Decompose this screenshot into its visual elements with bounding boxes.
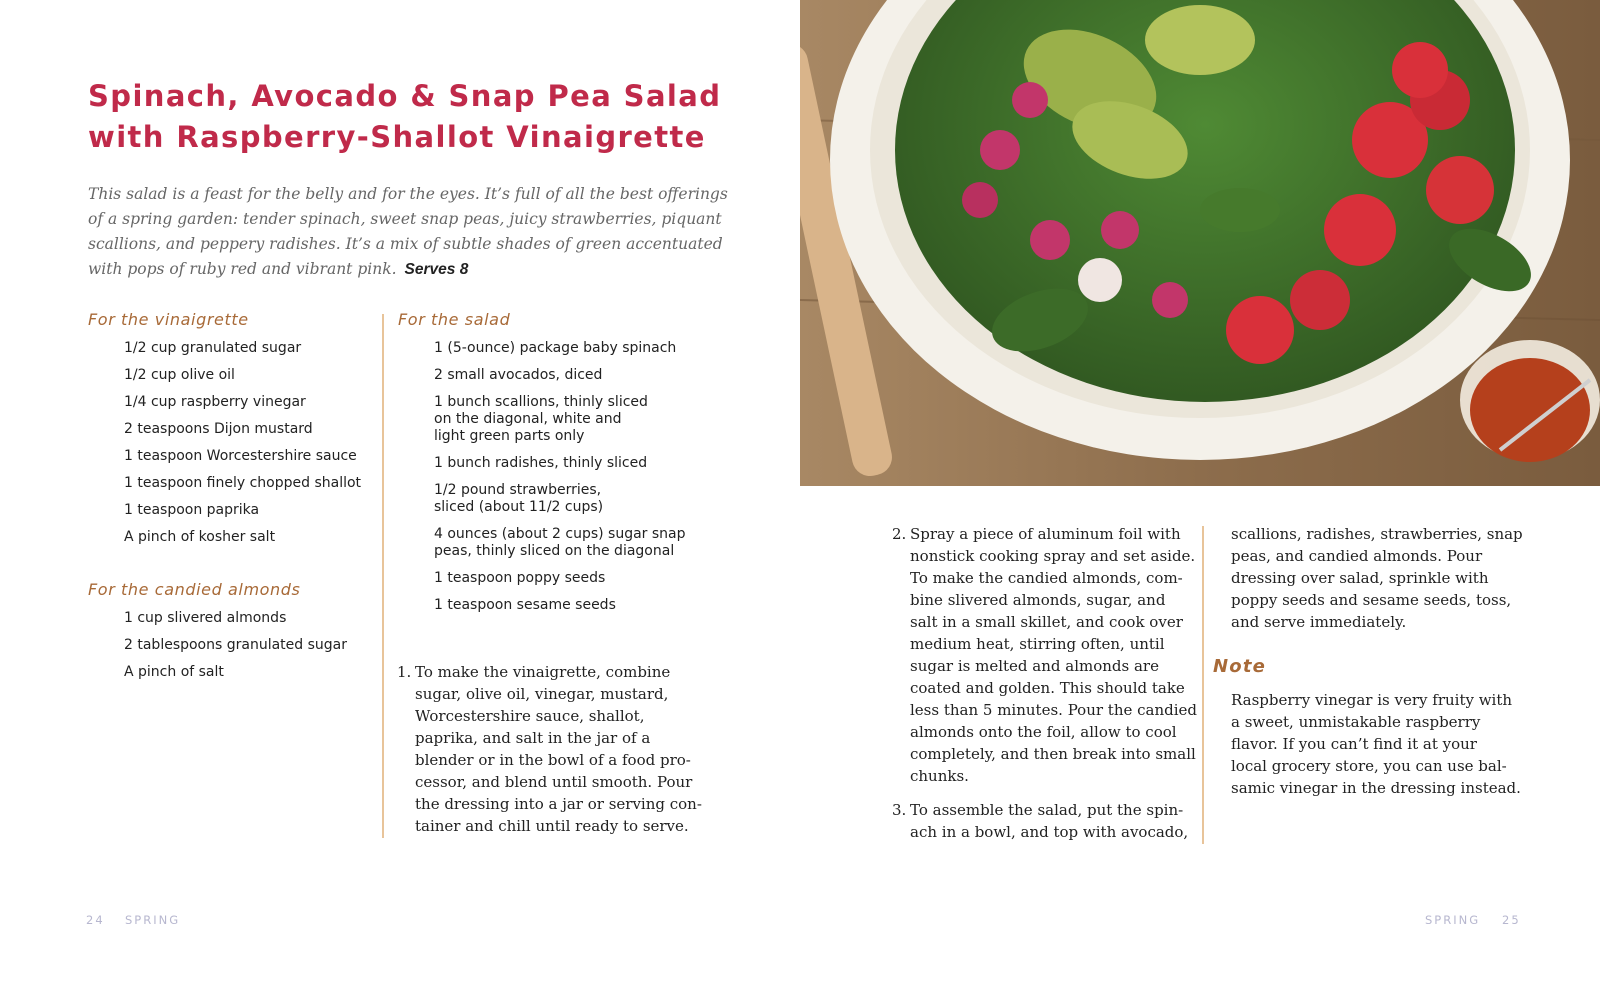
vinaigrette-heading: For the vinaigrette xyxy=(88,310,249,329)
step-number: 3. xyxy=(892,801,907,819)
step-line: Worcestershire sauce, shallot, xyxy=(415,707,645,725)
step-number: 2. xyxy=(892,525,907,543)
ingredient-item: 1/4 cup raspberry vinegar xyxy=(124,394,306,410)
note-line: a sweet, unmistakable raspberry xyxy=(1231,713,1481,731)
step-line: ach in a bowl, and top with avocado, xyxy=(910,823,1189,841)
step-line: tainer and chill until ready to serve. xyxy=(415,817,689,835)
ingredient-item: A pinch of kosher salt xyxy=(124,529,276,545)
note-paragraph xyxy=(1231,689,1531,799)
candied-almonds-heading: For the candied almonds xyxy=(88,580,301,599)
step-number: 1. xyxy=(397,663,412,681)
step-line xyxy=(397,661,697,683)
footer-page-number-right: 25 xyxy=(1502,913,1521,927)
step-text: To assemble the salad, put the spin- xyxy=(910,801,1184,819)
step-line: coated and golden. This should take xyxy=(910,679,1185,697)
salad-heading: For the salad xyxy=(398,310,511,329)
step-2 xyxy=(892,523,1202,799)
step-line: dressing over salad, sprinkle with xyxy=(1231,569,1489,587)
ingredient-item: 1 (5-ounce) package baby spinach xyxy=(434,340,677,356)
step-line: salt in a small skillet, and cook over xyxy=(910,613,1183,631)
step-line: less than 5 minutes. Pour the candied xyxy=(910,701,1198,719)
note-body xyxy=(1231,689,1531,811)
step-1 xyxy=(397,661,702,849)
step-line: To make the candied almonds, com- xyxy=(910,569,1183,587)
step-line: scallions, radishes, strawberries, snap xyxy=(1231,525,1523,543)
note-heading: Note xyxy=(1213,656,1267,677)
step-3-continued xyxy=(1231,523,1531,645)
title-line: with Raspberry-Shallot Vinaigrette xyxy=(88,120,706,154)
title-line: Spinach, Avocado & Snap Pea Salad xyxy=(88,79,722,113)
ingredient-item: 1 bunch radishes, thinly sliced xyxy=(434,455,648,471)
footer-section-left: SPRING xyxy=(125,913,181,927)
step-text: To make the vinaigrette, combine xyxy=(415,663,671,681)
footer-page-number-left: 24 xyxy=(86,913,105,927)
ingredient-item: 1 teaspoon Worcestershire sauce xyxy=(124,448,357,464)
step-line: chunks. xyxy=(910,767,969,785)
intro-paragraph xyxy=(88,182,728,282)
note-line: Raspberry vinegar is very fruity with xyxy=(1231,691,1513,709)
ingredient-item: 1 teaspoon sesame seeds xyxy=(434,597,616,613)
step-paragraph xyxy=(892,523,1202,787)
ingredient-item: 1 cup slivered almonds xyxy=(124,610,287,626)
ingredient-item: 1/2 cup olive oil xyxy=(124,367,235,383)
step-3 xyxy=(892,799,1202,855)
salad-photo xyxy=(800,0,1600,486)
ingredient-line: on the diagonal, white and xyxy=(434,411,622,427)
step-line xyxy=(892,523,1202,545)
ingredient-item: 1 teaspoon paprika xyxy=(124,502,260,518)
intro-line: scallions, and peppery radishes. It’s a mix of subtle shades of green accentuated xyxy=(88,235,723,253)
vinaigrette-list xyxy=(124,340,361,556)
step-paragraph xyxy=(892,799,1202,843)
ingredient-item: 1/2 cup granulated sugar xyxy=(124,340,302,356)
ingredient-line: light green parts only xyxy=(434,428,585,444)
ingredient-line: peas, thinly sliced on the diagonal xyxy=(434,543,675,559)
column-divider xyxy=(382,314,384,838)
ingredient-line: 1 bunch scallions, thinly sliced xyxy=(434,394,648,410)
ingredient-line: 1/2 pound strawberries, xyxy=(434,482,602,498)
ingredient-line: 4 ounces (about 2 cups) sugar snap xyxy=(434,526,686,542)
step-line: sugar is melted and almonds are xyxy=(910,657,1159,675)
serves-label: Serves 8 xyxy=(404,261,469,278)
ingredient-item: 2 teaspoons Dijon mustard xyxy=(124,421,313,437)
note-line: local grocery store, you can use bal- xyxy=(1231,757,1507,775)
ingredient-item: 1 teaspoon poppy seeds xyxy=(434,570,606,586)
ingredient-item xyxy=(434,526,686,560)
intro-line-last xyxy=(88,257,708,282)
step-line: completely, and then break into small xyxy=(910,745,1196,763)
intro-line: This salad is a feast for the belly and for the eyes. It’s full of all the best offerings xyxy=(88,185,728,203)
recipe-title xyxy=(88,76,728,158)
step-line: sugar, olive oil, vinegar, mustard, xyxy=(415,685,669,703)
step-line: nonstick cooking spray and set aside. xyxy=(910,547,1196,565)
ingredient-item xyxy=(434,394,686,445)
ingredient-line: sliced (about 11/2 cups) xyxy=(434,499,604,515)
note-line: flavor. If you can’t find it at your xyxy=(1231,735,1477,753)
intro-line-text: with pops of ruby red and vibrant pink. xyxy=(88,260,397,278)
step-line: almonds onto the foil, allow to cool xyxy=(910,723,1177,741)
salad-bowl-illustration xyxy=(800,0,1600,486)
ingredient-item xyxy=(434,482,686,516)
step-line: medium heat, stirring often, until xyxy=(910,635,1165,653)
ingredient-item: 2 tablespoons granulated sugar xyxy=(124,637,348,653)
ingredient-item: 1 teaspoon finely chopped shallot xyxy=(124,475,362,491)
step-line: bine slivered almonds, sugar, and xyxy=(910,591,1166,609)
step-line: blender or in the bowl of a food pro- xyxy=(415,751,691,769)
step-line: paprika, and salt in the jar of a xyxy=(415,729,651,747)
candied-almonds-list xyxy=(124,610,347,691)
note-line: samic vinegar in the dressing instead. xyxy=(1231,779,1521,797)
intro-line: of a spring garden: tender spinach, sweet snap peas, juicy strawberries, piquant xyxy=(88,210,722,228)
step-line: poppy seeds and sesame seeds, toss, xyxy=(1231,591,1512,609)
ingredient-item: A pinch of salt xyxy=(124,664,224,680)
column-divider xyxy=(1202,526,1204,844)
footer-section-right: SPRING xyxy=(1425,913,1481,927)
step-line xyxy=(892,799,1202,821)
step-text: Spray a piece of aluminum foil with xyxy=(910,525,1181,543)
step-line: cessor, and blend until smooth. Pour xyxy=(415,773,693,791)
step-line: peas, and candied almonds. Pour xyxy=(1231,547,1483,565)
step-paragraph xyxy=(397,661,702,837)
step-line: and serve immediately. xyxy=(1231,613,1407,631)
step-line: the dressing into a jar or serving con- xyxy=(415,795,702,813)
salad-list xyxy=(434,340,686,624)
step-paragraph xyxy=(1231,523,1531,633)
ingredient-item: 2 small avocados, diced xyxy=(434,367,603,383)
